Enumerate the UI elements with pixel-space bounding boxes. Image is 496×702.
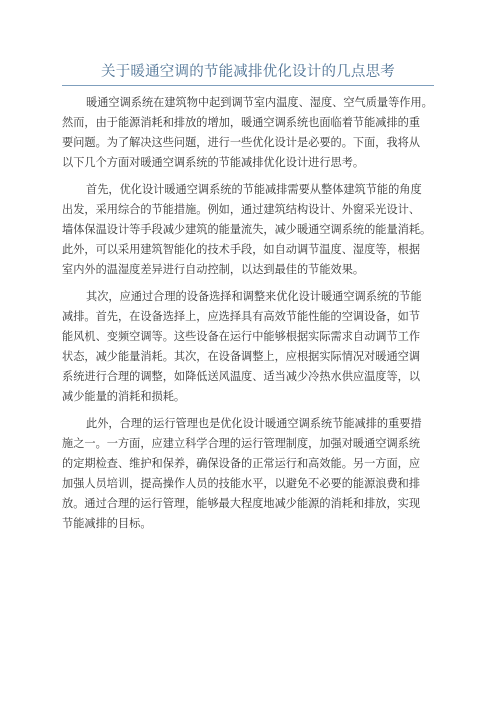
paragraph-line: 放。通过合理的运行管理，能够最大程度地减少能源的消耗和排放，实现: [62, 497, 421, 510]
paragraph-line: 室内外的温湿度差异进行自动控制，以达到最佳的节能效果。: [62, 263, 365, 276]
paragraph-line: 以下几个方面对暖通空调系统的节能减排优化设计进行思考。: [62, 156, 365, 169]
paragraph-line: 此外，可以采用建筑智能化的技术手段，如自动调节温度、湿度等，根据: [62, 243, 421, 256]
paragraph-line: 首先，优化设计暖通空调系统的节能减排需要从整体建筑节能的角度: [86, 183, 422, 196]
paragraph-line: 能风机、变频空调等。这些设备在运行中能够根据实际需求自动调节工作: [62, 330, 421, 343]
paragraph-line: 节能减排的目标。: [62, 517, 152, 530]
paragraph-line: 减排。首先，在设备选择上，应选择具有高效节能性能的空调设备，如节: [62, 310, 421, 323]
paragraph-line: 要问题。为了解决这些问题，进行一些优化设计是必要的。下面，我将从: [62, 136, 421, 149]
paragraph-1: [62, 93, 436, 173]
paragraph-line: 暖通空调系统在建筑物中起到调节室内温度、湿度、空气质量等作用。: [86, 96, 433, 109]
paragraph-line: 出发，采用综合的节能措施。例如，通过建筑结构设计、外窗采光设计、: [62, 203, 421, 216]
title-underline: [62, 85, 434, 86]
paragraph-line: 然而，由于能源消耗和排放的增加，暖通空调系统也面临着节能减排的重: [62, 116, 421, 129]
paragraph-3: [62, 287, 436, 407]
paragraph-line: 其次，应通过合理的设备选择和调整来优化设计暖通空调系统的节能: [86, 290, 422, 303]
paragraph-line: 状态，减少能量消耗。其次，在设备调整上，应根据实际情况对暖通空调: [62, 350, 421, 363]
paragraph-line: 系统进行合理的调整，如降低送风温度、适当减少冷热水供应温度等，以: [62, 370, 421, 383]
paragraph-line: 减少能量的消耗和损耗。: [62, 390, 186, 403]
document-body: [62, 93, 436, 541]
paragraph-line: 此外，合理的运行管理也是优化设计暖通空调系统节能减排的重要措: [86, 417, 422, 430]
document-title: 关于暖通空调的节能减排优化设计的几点思考: [101, 64, 395, 80]
paragraph-line: 墙体保温设计等手段减少建筑的能量流失，减少暖通空调系统的能量消耗。: [62, 223, 432, 236]
paragraph-line: 加强人员培训，提高操作人员的技能水平，以避免不必要的能源浪费和排: [62, 477, 421, 490]
paragraph-4: [62, 414, 436, 534]
paragraph-line: 的定期检查、维护和保养，确保设备的正常运行和高效能。另一方面，应: [62, 457, 421, 470]
paragraph-line: 施之一。一方面，应建立科学合理的运行管理制度，加强对暖通空调系统: [62, 437, 421, 450]
paragraph-2: [62, 180, 436, 280]
